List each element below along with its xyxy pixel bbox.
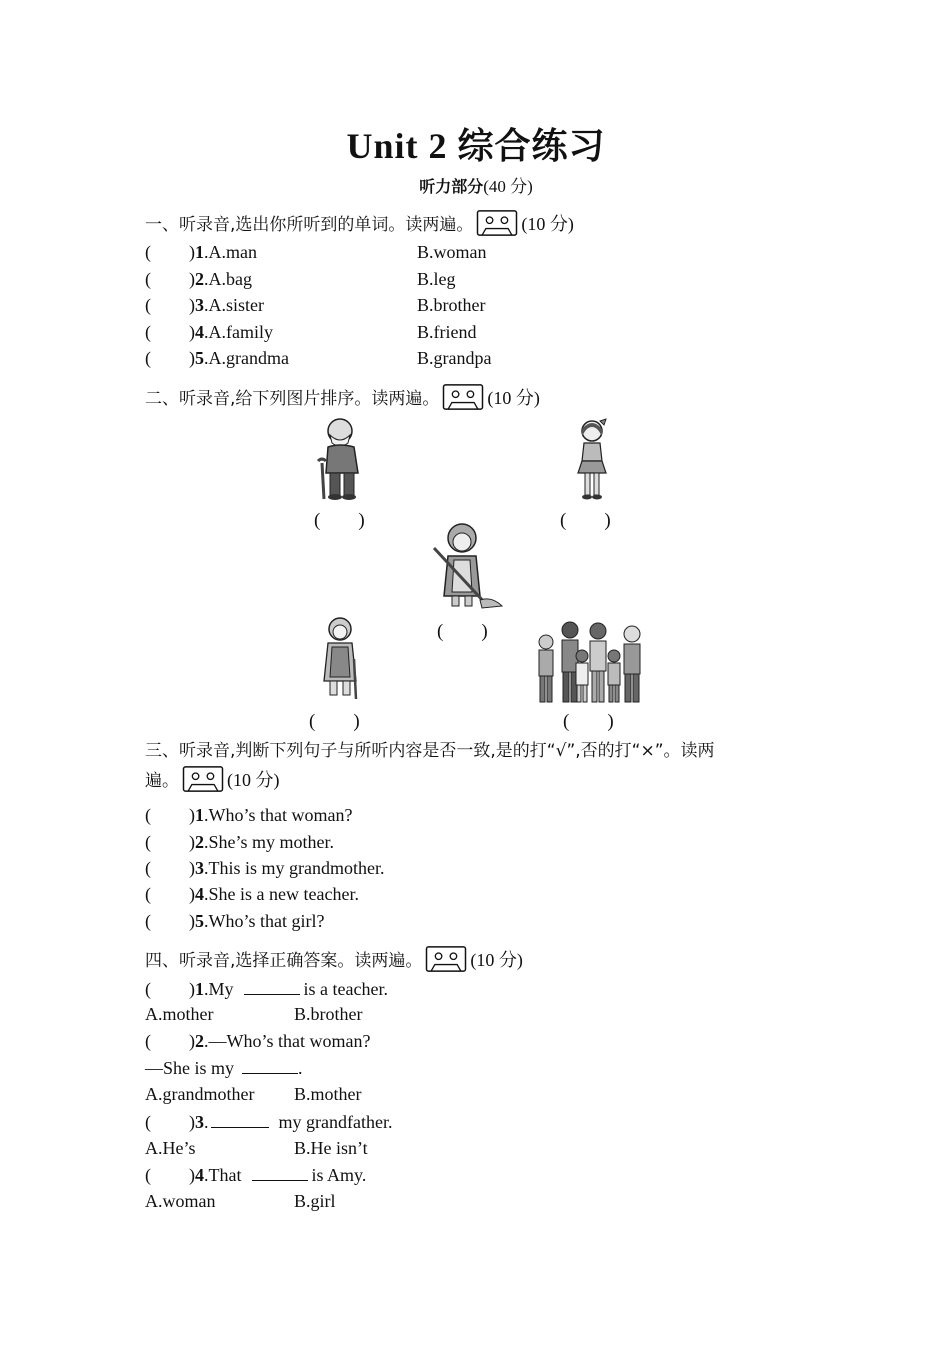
part1-item: ( )4.A.family: [145, 322, 273, 342]
part3-item: ( )5.Who’s that girl?: [145, 911, 325, 931]
grandmother-sweeping-picture: [430, 520, 506, 612]
girl-picture: [572, 417, 612, 501]
part1-option-b: B.leg: [417, 269, 456, 289]
part4-score: (10 分): [470, 950, 523, 970]
picture-answer-bracket[interactable]: ( ): [309, 711, 360, 732]
part4-question-1: ( )1.My is a teacher.: [145, 979, 388, 999]
part2-heading-text: 二、听录音,给下列图片排序。读两遍。: [145, 389, 440, 409]
part3-item: ( )3.This is my grandmother.: [145, 858, 385, 878]
picture-answer-bracket[interactable]: ( ): [563, 711, 614, 732]
part4-question-4: ( )4.That is Amy.: [145, 1165, 367, 1185]
answer-paren[interactable]: (: [145, 858, 151, 878]
answer-paren[interactable]: (: [145, 1112, 151, 1132]
fill-blank[interactable]: [244, 978, 300, 995]
part1-score: (10 分): [521, 214, 574, 234]
answer-paren[interactable]: (: [145, 242, 151, 262]
part2-heading: [145, 384, 540, 410]
answer-paren[interactable]: (: [145, 348, 151, 368]
listening-section-title: [0, 172, 952, 197]
part1-option-b: B.brother: [417, 295, 486, 315]
part4-q2-option-b: B.mother: [294, 1084, 362, 1104]
fill-blank[interactable]: [252, 1164, 308, 1181]
fill-blank[interactable]: [242, 1057, 298, 1074]
part3-heading-text: 遍。: [145, 771, 179, 791]
family-picture: [532, 618, 652, 706]
cassette-tape-icon: [424, 946, 468, 972]
part1-item: ( )1.A.man: [145, 242, 257, 262]
part1-item: ( )2.A.bag: [145, 269, 252, 289]
part4-q2-line2: —She is my .: [145, 1058, 303, 1078]
grandma-picture: [318, 615, 364, 701]
part3-item: ( )2.She’s my mother.: [145, 832, 334, 852]
page-title: Unit 2 综合练习: [346, 126, 606, 166]
answer-paren[interactable]: (: [145, 322, 151, 342]
part1-item: ( )3.A.sister: [145, 295, 264, 315]
part4-q4-option-b: B.girl: [294, 1191, 336, 1211]
part1-heading: [145, 210, 574, 236]
part3-item: ( )1.Who’s that woman?: [145, 805, 353, 825]
part1-heading-text: 一、听录音,选出你所听到的单词。读两遍。: [145, 215, 474, 235]
part4-q1-option-b: B.brother: [294, 1004, 363, 1024]
part1-option-b: B.grandpa: [417, 348, 492, 368]
part4-q3-option-a: A.He’s: [145, 1138, 196, 1158]
answer-paren[interactable]: (: [145, 805, 151, 825]
part4-heading-text: 四、听录音,选择正确答案。读两遍。: [145, 951, 423, 971]
part4-q1-option-a: A.mother: [145, 1004, 214, 1024]
answer-paren[interactable]: (: [145, 884, 151, 904]
picture-answer-bracket[interactable]: ( ): [437, 621, 488, 642]
answer-paren[interactable]: (: [145, 1031, 151, 1051]
part1-option-b: B.friend: [417, 322, 477, 342]
picture-answer-bracket[interactable]: ( ): [314, 510, 365, 531]
part4-question-2: ( )2.—Who’s that woman?: [145, 1031, 371, 1051]
answer-paren[interactable]: (: [145, 295, 151, 315]
part4-question-3: ( )3. my grandfather.: [145, 1112, 393, 1132]
fill-blank[interactable]: [211, 1111, 269, 1128]
answer-paren[interactable]: (: [145, 979, 151, 999]
part3-heading-line2: [145, 766, 280, 792]
part3-heading-line1: 三、听录音,判断下列句子与所听内容是否一致,是的打“√”,否的打“×”。读两: [145, 741, 715, 761]
part1-item: ( )5.A.grandma: [145, 348, 289, 368]
grandfather-picture: [310, 415, 374, 501]
listening-score: (40 分): [483, 177, 533, 196]
listening-label: 听力部分: [419, 177, 484, 196]
cassette-tape-icon: [181, 766, 225, 792]
part1-option-b: B.woman: [417, 242, 487, 262]
part4-heading: [145, 946, 523, 972]
part4-q3-option-b: B.He isn’t: [294, 1138, 368, 1158]
cassette-tape-icon: [441, 384, 485, 410]
cassette-tape-icon: [475, 210, 519, 236]
answer-paren[interactable]: (: [145, 832, 151, 852]
answer-paren[interactable]: (: [145, 911, 151, 931]
answer-paren[interactable]: (: [145, 1165, 151, 1185]
picture-answer-bracket[interactable]: ( ): [560, 510, 611, 531]
part2-score: (10 分): [487, 388, 540, 408]
part3-score: (10 分): [227, 770, 280, 790]
answer-paren[interactable]: (: [145, 269, 151, 289]
part4-q4-option-a: A.woman: [145, 1191, 216, 1211]
part3-item: ( )4.She is a new teacher.: [145, 884, 359, 904]
part4-q2-option-a: A.grandmother: [145, 1084, 255, 1104]
